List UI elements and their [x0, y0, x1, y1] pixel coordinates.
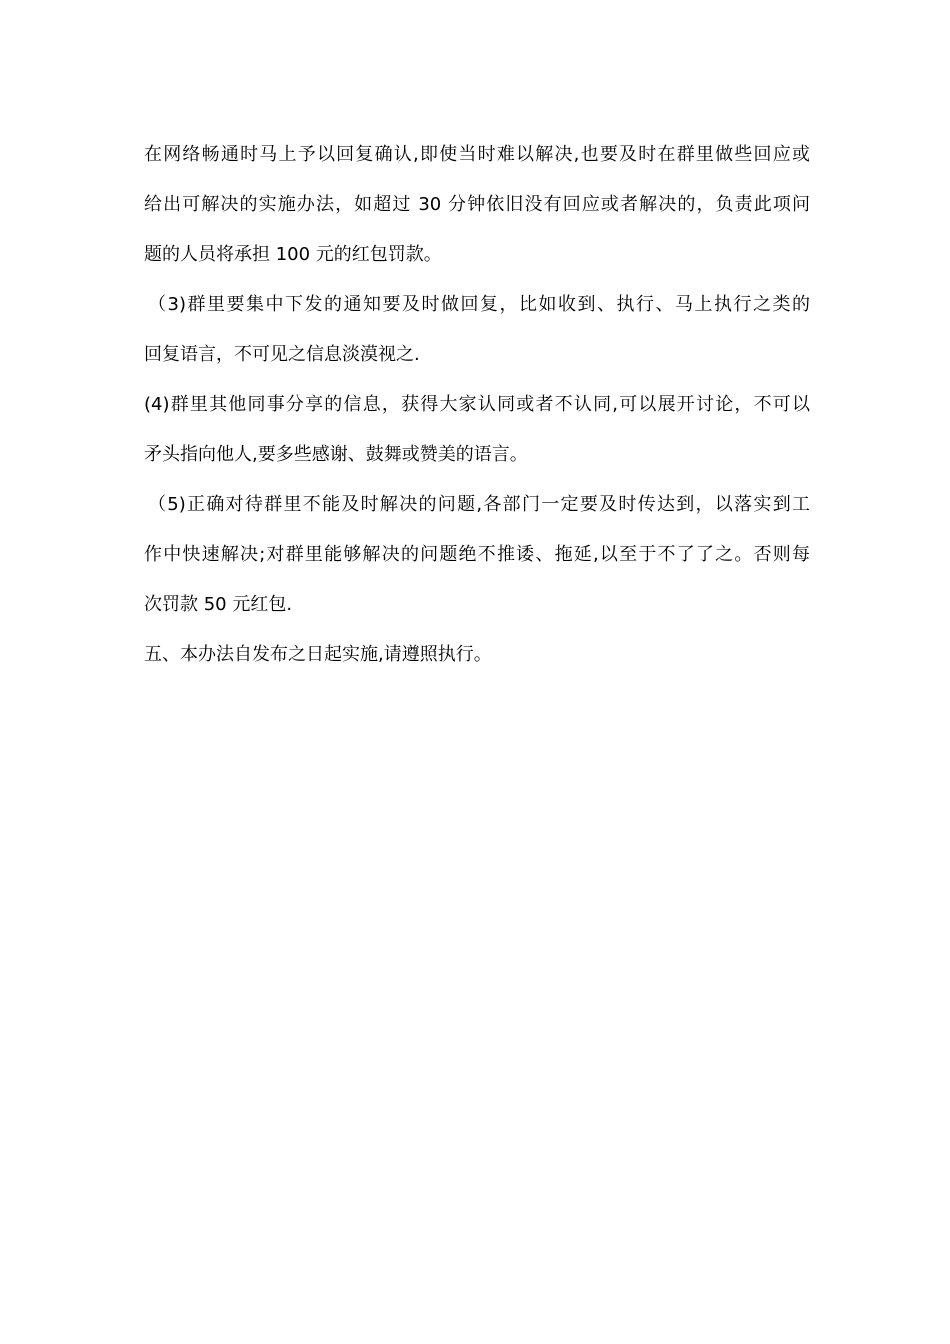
- paragraph-line: 给出可解决的实施办法，如超过 30 分钟依旧没有回应或者解决的，负责此项问: [144, 194, 810, 215]
- paragraph-line: 作中快速解决;对群里能够解决的问题绝不推诿、拖延,以至于不了了之。否则每: [144, 544, 810, 565]
- paragraph-line: 矛头指向他人,要多些感谢、鼓舞或赞美的语言。: [144, 444, 528, 465]
- paragraph-line: 题的人员将承担 100 元的红包罚款。: [144, 244, 442, 265]
- paragraph-line: （5)正确对待群里不能及时解决的问题,各部门一定要及时传达到，以落实到工: [148, 494, 810, 515]
- paragraph-line: 回复语言，不可见之信息淡漠视之.: [144, 344, 420, 365]
- paragraph-line: 在网络畅通时马上予以回复确认,即使当时难以解决,也要及时在群里做些回应或: [144, 144, 810, 165]
- paragraph-line: 五、本办法自发布之日起实施,请遵照执行。: [144, 644, 492, 665]
- paragraph-line: 次罚款 50 元红包.: [144, 594, 293, 615]
- document-body: [144, 130, 810, 680]
- paragraph-line: （3)群里要集中下发的通知要及时做回复，比如收到、执行、马上执行之类的: [148, 294, 810, 315]
- paragraph-line: (4)群里其他同事分享的信息，获得大家认同或者不认同,可以展开讨论，不可以: [144, 394, 810, 415]
